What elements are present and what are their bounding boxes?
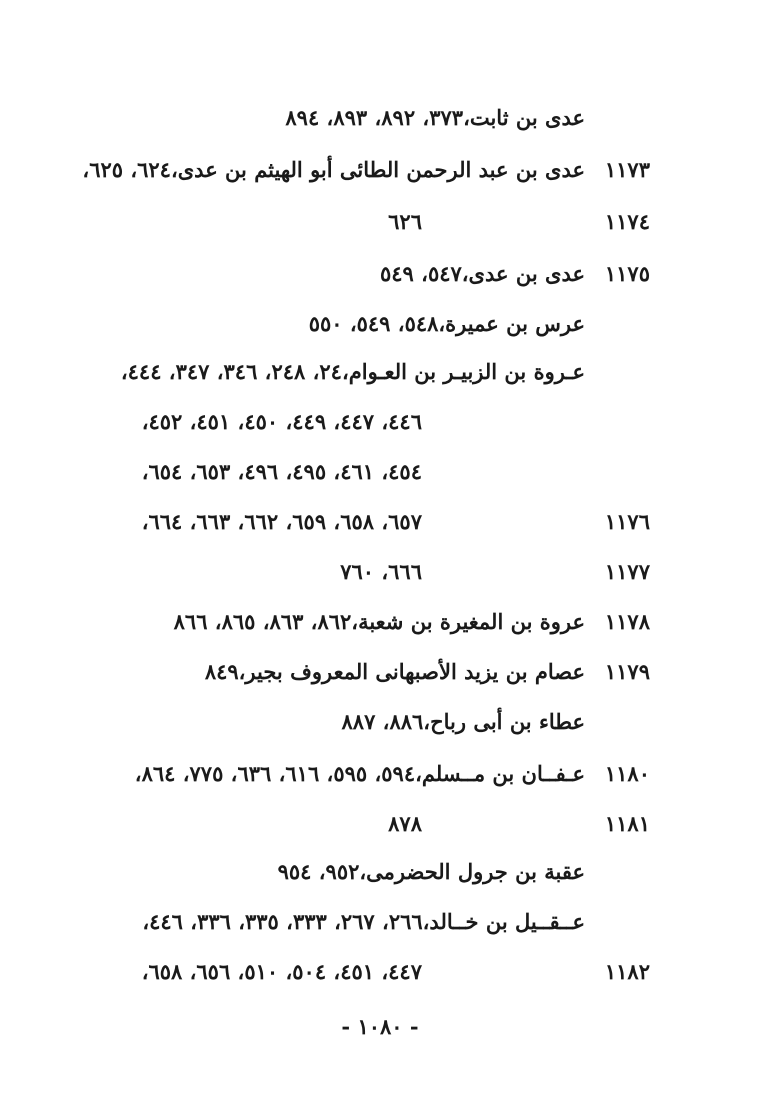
index-line bbox=[0, 204, 760, 240]
page-ref-number: ١١٨٠ bbox=[604, 761, 650, 786]
index-line bbox=[0, 354, 760, 390]
index-line bbox=[0, 704, 760, 740]
index-line bbox=[0, 806, 760, 842]
page-ref-number: ١١٧٤ bbox=[604, 209, 650, 234]
index-line bbox=[0, 256, 760, 292]
page-ref-number: ١١٧٣ bbox=[604, 157, 650, 182]
index-entry-text: عروة بن المغيرة بن شعبة،٨٦٢، ٨٦٣، ٨٦٥، ٨٦٦ bbox=[173, 609, 585, 634]
page-ref-number: ١١٧٧ bbox=[604, 559, 650, 584]
index-line bbox=[0, 454, 760, 490]
page-number-footer: - ١٠٨٠ - bbox=[341, 1014, 419, 1039]
index-entry-text: عدى بن عبد الرحمن الطائى أبو الهيثم بن عدى،٦٢٤، ٦٢٥، bbox=[82, 157, 585, 182]
page-ref-number: ١١٧٦ bbox=[604, 509, 650, 534]
index-entry-text: عـفــان بن مــسلم،٥٩٤، ٥٩٥، ٦١٦، ٦٣٦، ٧٧٥، ٨٦٤، bbox=[134, 761, 585, 786]
index-entry-text: عطاء بن أبى رباح،٨٨٦، ٨٨٧ bbox=[341, 709, 585, 734]
page-ref-number: ١١٧٩ bbox=[604, 659, 650, 684]
index-line bbox=[0, 904, 760, 940]
page-ref-number: ١١٨٢ bbox=[604, 959, 650, 984]
index-entry-text: عدى بن عدى،٥٤٧، ٥٤٩ bbox=[380, 261, 585, 286]
page-ref-number: ١١٨١ bbox=[604, 811, 650, 836]
index-entry-text: ٤٤٧، ٤٥١، ٥٠٤، ٥١٠، ٦٥٦، ٦٥٨، bbox=[141, 959, 422, 984]
index-entry-text: عصام بن يزيد الأصبهانى المعروف بجير،٨٤٩ bbox=[204, 659, 585, 684]
index-line bbox=[0, 954, 760, 990]
page-ref-number: ١١٧٥ bbox=[604, 261, 650, 286]
index-line bbox=[0, 306, 760, 342]
index-entry-text: عدى بن ثابت،٣٧٣، ٨٩٢، ٨٩٣، ٨٩٤ bbox=[285, 105, 585, 130]
page-ref-number: ١١٧٨ bbox=[604, 609, 650, 634]
index-line bbox=[0, 100, 760, 136]
index-line bbox=[0, 504, 760, 540]
index-line bbox=[0, 854, 760, 890]
index-entry-text: عــقــيل بن خــالد،٢٦٦، ٢٦٧، ٣٣٣، ٣٣٥، ٣٣٦، ٤٤٦، bbox=[142, 909, 585, 934]
index-line bbox=[0, 554, 760, 590]
index-entry-text: ٦٦٦، ٧٦٠ bbox=[340, 559, 422, 584]
index-line bbox=[0, 654, 760, 690]
index-entry-text: ٨٧٨ bbox=[388, 811, 422, 836]
index-line bbox=[0, 152, 760, 188]
index-entry-text: ٦٢٦ bbox=[388, 209, 422, 234]
index-line bbox=[0, 604, 760, 640]
index-line bbox=[0, 756, 760, 792]
index-entry-text: ٤٥٤، ٤٦١، ٤٩٥، ٤٩٦، ٦٥٣، ٦٥٤، bbox=[141, 459, 422, 484]
index-entry-text: عقبة بن جرول الحضرمى،٩٥٢، ٩٥٤ bbox=[277, 859, 585, 884]
index-entry-text: عـروة بن الزبيـر بن العـوام،٢٤، ٢٤٨، ٣٤٦، ٣٤٧، ٤٤٤، bbox=[120, 359, 585, 384]
index-line bbox=[0, 404, 760, 440]
index-entry-text: عرس بن عميرة،٥٤٨، ٥٤٩، ٥٥٠ bbox=[308, 311, 585, 336]
index-entry-text: ٤٤٦، ٤٤٧، ٤٤٩، ٤٥٠، ٤٥١، ٤٥٢، bbox=[141, 409, 422, 434]
index-entry-text: ٦٥٧، ٦٥٨، ٦٥٩، ٦٦٢، ٦٦٣، ٦٦٤، bbox=[141, 509, 422, 534]
